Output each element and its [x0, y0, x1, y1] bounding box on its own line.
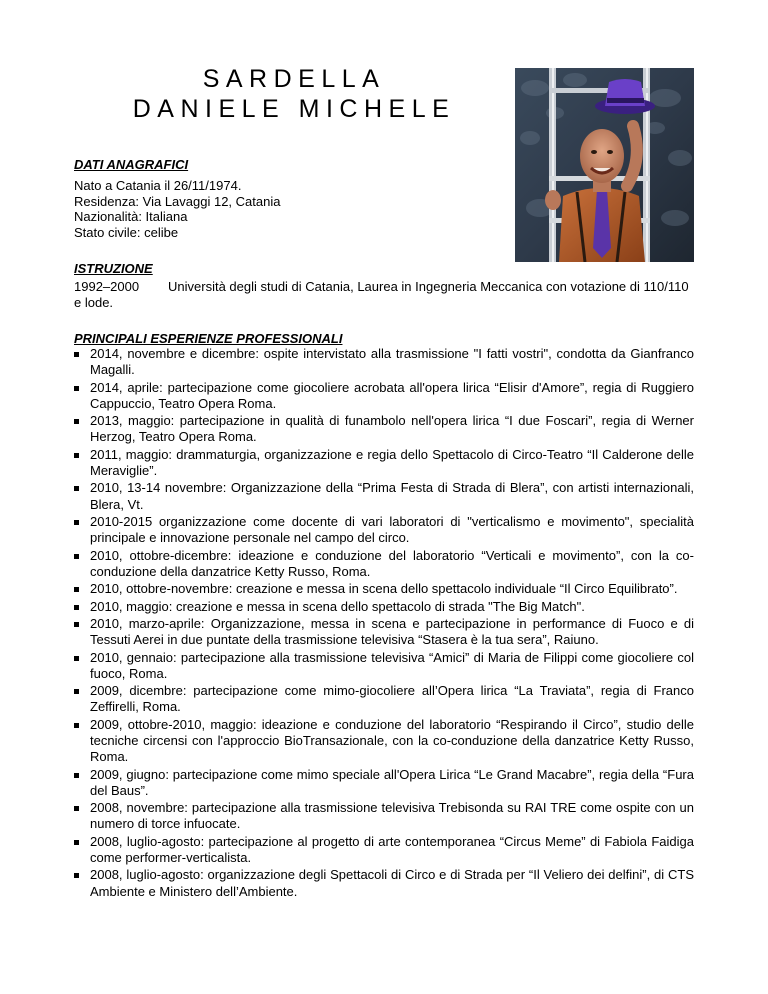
- surname: SARDELLA: [202, 65, 386, 93]
- marital-status-line: Stato civile: celibe: [74, 224, 179, 240]
- bullet-icon: [74, 587, 79, 592]
- bullet-icon: [74, 486, 79, 491]
- list-item: 2010, maggio: creazione e messa in scena dello spettacolo di strada "The Big Match".: [74, 599, 694, 615]
- list-item: 2014, novembre e dicembre: ospite intervistato alla trasmissione "I fatti vostri", condotta da Gianfranco Magalli.: [74, 346, 694, 378]
- bullet-icon: [74, 453, 79, 458]
- list-item: 2010, gennaio: partecipazione alla trasmissione televisiva “Amici” di Maria de Filippi come giocoliere col fuoco, Roma.: [74, 650, 694, 682]
- education-year: 1992–2000: [74, 279, 140, 294]
- birth-line: Nato a Catania il 26/11/1974.: [74, 178, 242, 193]
- section-title-personal: DATI ANAGRAFICI: [74, 157, 189, 172]
- bullet-icon: [74, 873, 79, 878]
- list-item: 2013, maggio: partecipazione in qualità di funambolo nell'opera lirica “I due Foscari”, regia di Werner Herzog, Teatro Opera Roma.: [74, 413, 694, 445]
- portrait-photo: [515, 68, 694, 262]
- bullet-icon: [74, 689, 79, 694]
- bullet-icon: [74, 622, 79, 627]
- list-item: 2008, novembre: partecipazione alla trasmissione televisiva Trebisonda su RAI TRE come ospite con un numero di torce infuocate.: [74, 800, 694, 832]
- list-item: 2011, maggio: drammaturgia, organizzazione e regia dello Spettacolo di Circo-Teatro “Il Calderone delle Meraviglie”.: [74, 447, 694, 479]
- personal-info: [74, 178, 280, 240]
- bullet-icon: [74, 352, 79, 357]
- bullet-icon: [74, 773, 79, 778]
- residence-line: Residenza: Via Lavaggi 12, Catania: [74, 193, 281, 209]
- list-item: 2009, giugno: partecipazione come mimo speciale all'Opera Lirica “Le Grand Macabre”, regia della “Fura del Baus”.: [74, 767, 694, 799]
- list-item: 2010, ottobre-dicembre: ideazione e conduzione del laboratorio “Verticali e movimento”, con la co-conduzione della danzatrice Ketty Russo, Roma.: [74, 548, 694, 580]
- bullet-icon: [74, 605, 79, 610]
- list-item: 2010, marzo-aprile: Organizzazione, messa in scena e partecipazione in performance di Fuoco e di Tessuti Aerei in due puntate della trasmissione televisiva “Stasera è la tua sera”, Raiuno.: [74, 616, 694, 648]
- experience-list: [74, 346, 694, 901]
- list-item: 2014, aprile: partecipazione come giocoliere acrobata all'opera lirica “Elisir d'Amore”, regia di Ruggiero Cappuccio, Teatro Opera Roma.: [74, 380, 694, 412]
- education-entry: [74, 279, 694, 311]
- list-item: 2010, 13-14 novembre: Organizzazione della “Prima Festa di Strada di Blera”, con artisti internazionali, Blera, Vt.: [74, 480, 694, 512]
- given-names: DANIELE MICHELE: [132, 95, 456, 123]
- section-title-experience: PRINCIPALI ESPERIENZE PROFESSIONALI: [74, 331, 343, 346]
- list-item: 2008, luglio-agosto: organizzazione degli Spettacoli di Circo e di Strada per “Il Veliero dei delfini”, di CTS Ambiente e Ministero dell’Ambiente.: [74, 867, 694, 899]
- section-title-education: ISTRUZIONE: [74, 261, 153, 276]
- list-item: 2010, ottobre-novembre: creazione e messa in scena dello spettacolo individuale “Il Circo Equilibrato”.: [74, 581, 694, 597]
- bullet-icon: [74, 419, 79, 424]
- bullet-icon: [74, 806, 79, 811]
- bullet-icon: [74, 386, 79, 391]
- list-item: 2010-2015 organizzazione come docente di vari laboratori di "verticalismo e movimento", specialità principale e innovazione personale nel campo del circo.: [74, 514, 694, 546]
- list-item: 2009, ottobre-2010, maggio: ideazione e conduzione del laboratorio “Respirando il Circo”, studio delle tecniche circensi con l'approccio BioTransazionale, con la co-conduzione della danzatrice Ketty Russo, Roma.: [74, 717, 694, 766]
- bullet-icon: [74, 656, 79, 661]
- bullet-icon: [74, 723, 79, 728]
- name-heading: [74, 64, 514, 124]
- nationality-line: Nazionalità: Italiana: [74, 209, 188, 224]
- bullet-icon: [74, 840, 79, 845]
- bullet-icon: [74, 554, 79, 559]
- list-item: 2009, dicembre: partecipazione come mimo-giocoliere all’Opera lirica “La Traviata”, regia di Franco Zeffirelli, Roma.: [74, 683, 694, 715]
- list-item: 2008, luglio-agosto: partecipazione al progetto di arte contemporanea “Circus Meme” di Fabiola Faidiga come performer-verticalista.: [74, 834, 694, 866]
- bullet-icon: [74, 520, 79, 525]
- education-text: Università degli studi di Catania, Laurea in Ingegneria Meccanica con votazione di 110/110 e lode.: [74, 279, 689, 310]
